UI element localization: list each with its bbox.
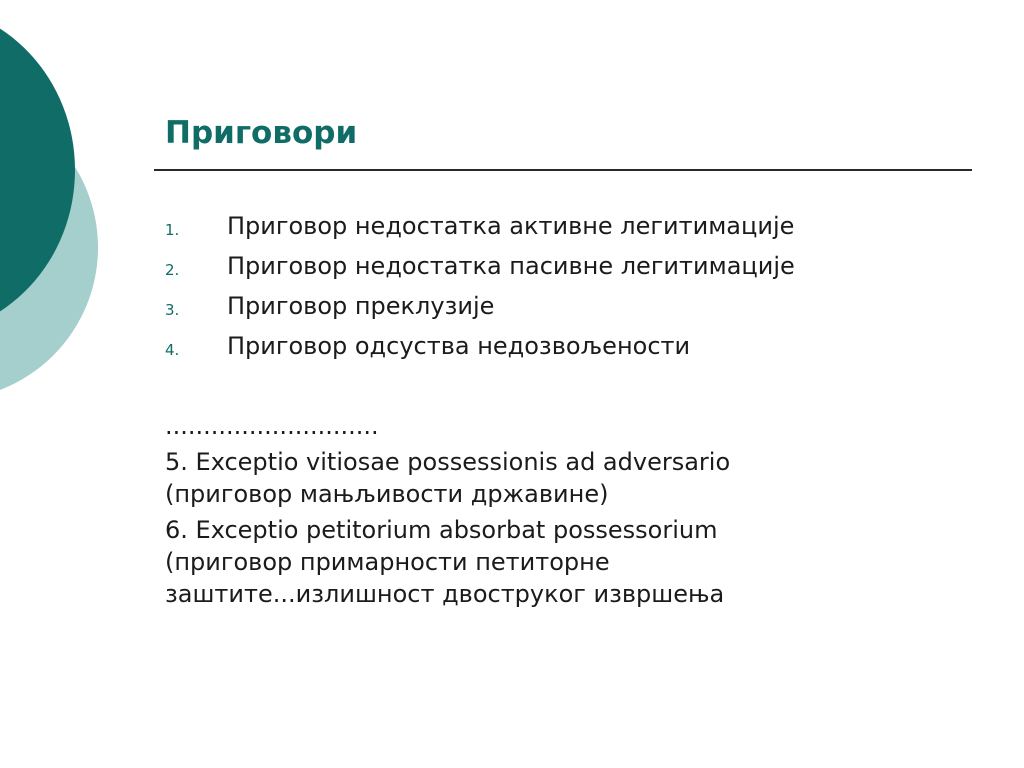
list-item-text: Приговор недостатка активне легитимације bbox=[227, 212, 795, 240]
list-number: 2. bbox=[165, 261, 180, 279]
paragraph-line: заштите...излишност двоструког извршења bbox=[165, 580, 725, 608]
paragraph-line: 6. Exceptio petitorium absorbat possessorium bbox=[165, 516, 718, 544]
paragraph-line: (приговор примарности петиторне bbox=[165, 548, 610, 576]
ellipsis-separator: ............................ bbox=[165, 412, 379, 440]
list-number: 4. bbox=[165, 341, 180, 359]
paragraph-line: (приговор мањљивости државине) bbox=[165, 480, 609, 508]
list-number: 3. bbox=[165, 301, 180, 319]
title-divider bbox=[154, 169, 972, 171]
paragraph-line: 5. Exceptio vitiosae possessionis ad adversario bbox=[165, 448, 731, 476]
list-number: 1. bbox=[165, 221, 180, 239]
list-item-text: Приговор одсуства недозвољености bbox=[227, 332, 691, 360]
paragraph-item-5 bbox=[165, 446, 985, 510]
list-item-text: Приговор преклузије bbox=[227, 292, 495, 320]
slide-title: Приговори bbox=[165, 115, 358, 151]
additional-content bbox=[165, 410, 985, 610]
paragraph-item-6 bbox=[165, 514, 985, 610]
list-item-text: Приговор недостатка пасивне легитимације bbox=[227, 252, 795, 280]
